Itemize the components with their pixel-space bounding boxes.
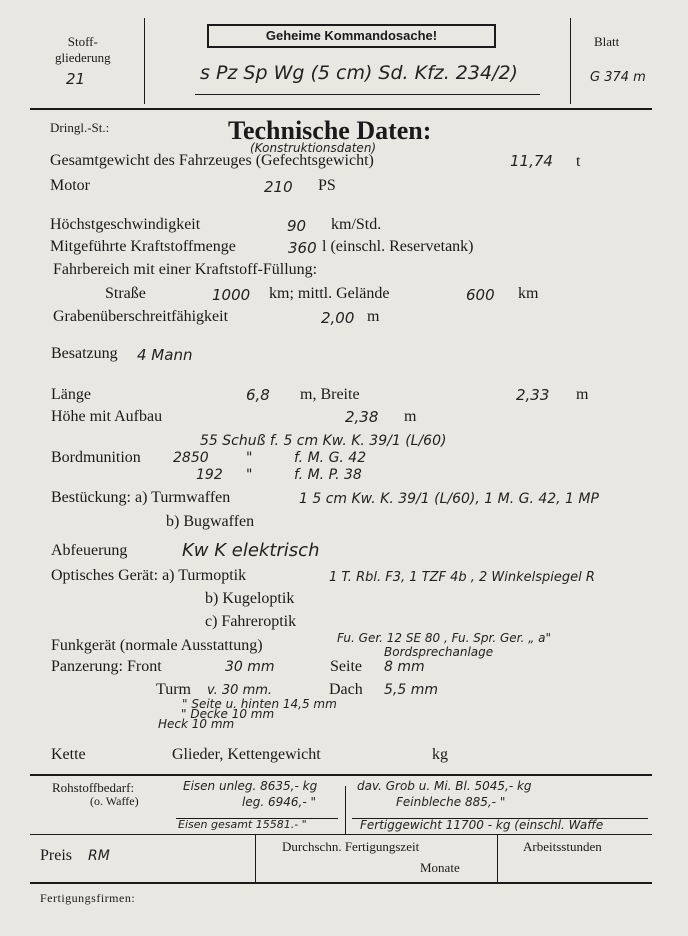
funk-value-1: Fu. Ger. 12 SE 80 , Fu. Spr. Ger. „ a" (337, 631, 551, 645)
abfeuerung-value: Kw K elektrisch (182, 540, 320, 561)
bordmunition-label: Bordmunition (51, 449, 141, 466)
funk-value-2: Bordsprechanlage (384, 645, 494, 659)
arbeitsstunden-label: Arbeitsstunden (523, 839, 602, 854)
laenge-value: 6,8 (246, 386, 270, 404)
blatt-value: G 374 m (590, 70, 646, 85)
motor-label: Motor (50, 177, 90, 194)
dringl-label: Dringl.-St.: (50, 120, 110, 135)
preis-label: Preis (40, 847, 72, 864)
kette-label: Kette (51, 746, 86, 763)
seite-label: Seite (330, 658, 362, 675)
gelaende-unit: km (518, 285, 539, 302)
besatzung-label: Besatzung (51, 345, 118, 362)
gesamtgewicht-unit: t (576, 153, 581, 170)
gesamtgewicht-label: Gesamtgewicht des Fahrzeuges (Gefechtsgewicht) (50, 152, 374, 169)
motor-unit: PS (318, 177, 336, 194)
header-divider-left (144, 18, 145, 104)
stunden-divider (497, 834, 498, 882)
preis-divider (255, 834, 256, 882)
kraftstoff-label: Mitgeführte Kraftstoffmenge (50, 238, 236, 255)
bestueckung-value: 1 5 cm Kw. K. 39/1 (L/60), 1 M. G. 42, 1 MP (299, 491, 599, 507)
blatt-label: Blatt (594, 34, 620, 49)
laenge-label: Länge (51, 386, 91, 403)
heck-value: Heck 10 mm (158, 717, 235, 731)
turm-label: Turm (156, 681, 191, 698)
panzer-label: Panzerung: Front (51, 658, 162, 675)
turm-value: v. 30 mm. (207, 683, 273, 698)
dach-label: Dach (329, 681, 363, 698)
front-value: 30 mm (225, 659, 275, 675)
preis-value: RM (88, 848, 110, 864)
funk-label: Funkgerät (normale Ausstattung) (51, 637, 263, 654)
graben-unit: m (367, 308, 380, 325)
bordmunition-line2-num: 2850 (173, 450, 209, 466)
fertiggewicht: Fertiggewicht 11700 - kg (einschl. Waffe (360, 818, 604, 832)
kraftstoff-unit: l (einschl. Reservetank) (322, 238, 474, 255)
turm-line2: " Seite u. hinten 14,5 mm (182, 697, 337, 711)
rohstoff-label: Rohstoffbedarf: (52, 780, 135, 795)
secret-stamp: Geheime Kommandosache! (207, 24, 496, 48)
optik-value: 1 T. Rbl. F3, 1 TZF 4b , 2 Winkelspiegel R (329, 570, 595, 585)
footer-top-rule (30, 774, 652, 776)
fertigungszeit-label: Durchschn. Fertigungszeit (282, 839, 420, 854)
fertigungsfirmen-label: Fertigungsfirmen: (40, 891, 136, 905)
bordmunition-line1: 55 Schuß f. 5 cm Kw. K. 39/1 (L/60) (200, 433, 447, 449)
footer-bottom-rule (30, 882, 652, 884)
optik-label: Optisches Gerät: a) Turmoptik (51, 567, 247, 584)
stoffgliederung-value: 21 (66, 70, 86, 88)
monate-label: Monate (420, 860, 460, 875)
kraftstoff-value: 360 (288, 239, 317, 257)
turm-line3: " Decke 10 mm (181, 707, 275, 721)
strasse-value: 1000 (212, 286, 251, 304)
footer-row-rule (30, 834, 652, 835)
header-bottom-rule (30, 108, 652, 110)
seite-value: 8 mm (384, 659, 425, 675)
bordmunition-line2-text: f. M. G. 42 (294, 450, 367, 466)
footer-mid-divider (345, 786, 346, 834)
eisen-unleg: Eisen unleg. 8635,- kg (183, 779, 318, 793)
dach-value: 5,5 mm (384, 682, 438, 698)
kette-unit: kg (432, 746, 448, 763)
hoechst-value: 90 (287, 217, 307, 235)
bordmunition-line3-text: f. M. P. 38 (294, 467, 362, 483)
eisen-gesamt: Eisen gesamt 15581.- " (178, 818, 307, 831)
hoehe-value: 2,38 (345, 408, 379, 426)
bugwaffen-label: b) Bugwaffen (166, 513, 255, 530)
feinbleche: Feinbleche 885,- " (396, 795, 506, 809)
vehicle-name: s Pz Sp Wg (5 cm) Sd. Kfz. 234/2) (200, 62, 518, 84)
strasse-label: Straße (105, 285, 146, 302)
kugeloptik-label: b) Kugeloptik (205, 590, 295, 607)
title-note: (Konstruktionsdaten) (250, 141, 377, 155)
header-divider-right (570, 18, 571, 104)
bordmunition-line3-ditto: " (246, 467, 253, 483)
breite-value: 2,33 (516, 386, 550, 404)
stoffgliederung-label: Stoff- gliederung (55, 34, 111, 65)
graben-value: 2,00 (321, 309, 355, 327)
laenge-unit: m, Breite (300, 386, 360, 403)
grob-bleche: dav. Grob u. Mi. Bl. 5045,- kg (357, 779, 532, 793)
kette-text: Glieder, Kettengewicht (172, 746, 321, 763)
eisen-leg: leg. 6946,- " (242, 795, 316, 809)
hoechst-unit: km/Std. (331, 216, 382, 233)
gelaende-value: 600 (466, 286, 495, 304)
besatzung-value: 4 Mann (137, 346, 193, 364)
bordmunition-line3-num: 192 (196, 467, 223, 483)
abfeuerung-label: Abfeuerung (51, 542, 128, 559)
bordmunition-line2-ditto: " (246, 450, 253, 466)
fahrbereich-label: Fahrbereich mit einer Kraftstoff-Füllung: (53, 261, 318, 278)
fahreroptik-label: c) Fahreroptik (205, 613, 297, 630)
bestueckung-label: Bestückung: a) Turmwaffen (51, 489, 231, 506)
rohstoff-sub: (o. Waffe) (90, 794, 139, 808)
gesamtgewicht-value: 11,74 (510, 152, 553, 170)
breite-unit: m (576, 386, 589, 403)
hoechst-label: Höchstgeschwindigkeit (50, 216, 201, 233)
motor-value: 210 (264, 178, 293, 196)
hoehe-label: Höhe mit Aufbau (51, 408, 163, 425)
vehicle-underline (195, 94, 540, 95)
strasse-unit: km; mittl. Gelände (269, 285, 390, 302)
document-title: Technische Daten: (228, 116, 432, 145)
hoehe-unit: m (404, 408, 417, 425)
graben-label: Grabenüberschreitfähigkeit (53, 308, 229, 325)
